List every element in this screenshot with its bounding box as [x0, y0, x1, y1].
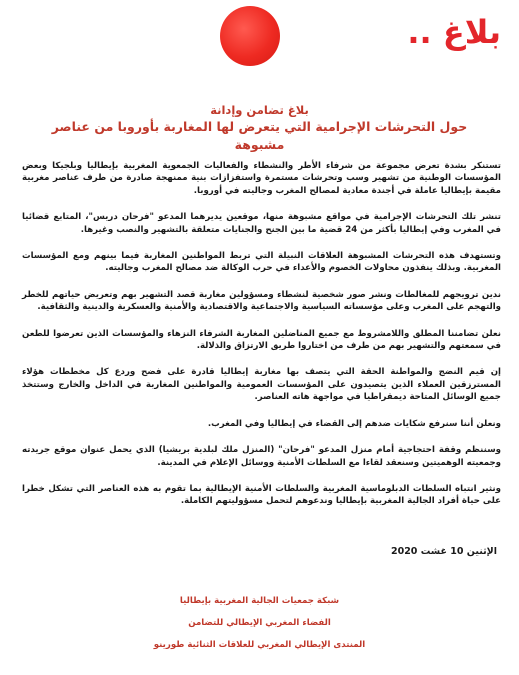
- masthead: بلاغ ..: [407, 13, 501, 51]
- signatory: الفضاء المغربي الإيطالي للتضامن: [188, 618, 331, 628]
- paragraph: تستنكر بشدة تعرض مجموعة من شرفاء الأطر والنشطاء والفعاليات الجمعوية المغربية بإيطاليا وبلجيكا وبعض المؤسسات الوطنية من تشهير وسب وتحرشات مستمرة واستفزازات بنية ممنهجة صادرة من طرف عناصر مغربية مقيمة بإيطاليا عاملة في أجندة معادية لمصالح المغرب وجاليته في أوروبا.: [22, 161, 501, 196]
- title-line-1: بلاغ تضامن وإدانة: [210, 103, 309, 117]
- title-line-2: حول التحرشات الإجرامية التي يتعرض لها المغاربة بأوروبا من عناصر مشبوهة: [51, 119, 468, 152]
- signatory: شبكة جمعيات الجالية المغربية بإيطاليا: [179, 596, 340, 606]
- paragraph: إن قيم النضج والمواطنة الحقة التي يتصف بها مغاربة إيطاليا قادرة على فضح وردع كل مخططات هؤلاء المسترزقين العملاء الذين يتصيدون على المؤسسات العمومية والمواطنين المغاربة في الداخل والخارج وستتخذ جميع الوسائل المتاحة ديمقراطيا في مواجهة هاته العناصر.: [22, 367, 501, 403]
- paragraph: تنشر تلك التحرشات الإجرامية في مواقع مشبوهة منها، موقعين يديرهما المدعو "فرحان دريس"، المتابع قضائيا في المغرب وفي إيطاليا بأكثر من 24 قضية ما بين الجنح والجنايات متعلقة بالتشهير والنصب وغيرها.: [22, 212, 501, 235]
- red-seal-icon: [220, 6, 280, 66]
- release-date: الإثنين 10 غشت 2020: [390, 546, 497, 557]
- paragraph: وسننظم وقفة احتجاجية أمام منزل المدعو "فرحان" (المنزل ملك لبلدية بريشيا) الذي يحمل عنوان موقع جريدته وجمعيته الوهميتين وسنعقد لقاءا مع السلطات الأمنية ووسائل الإعلام في المدينة.: [22, 445, 501, 468]
- signatory: المنتدى الإيطالي المغربي للعلاقات الثنائية طورينو: [153, 640, 366, 650]
- paragraph: ونعلن أننا سنرفع شكايات ضدهم إلى القضاء في إيطاليا وفي المغرب.: [207, 418, 501, 429]
- paragraph: ونثير انتباه السلطات الدبلوماسية المغربية والسلطات الأمنية الإيطالية بما تقوم به هذه العناصر التي تشكل خطرا على حياة أفراد الجالية المغربية بإيطاليا وندعوهم لتحمل مسؤوليتهم الكاملة.: [22, 483, 501, 507]
- signatories: [60, 590, 459, 656]
- title-block: [30, 103, 489, 154]
- paragraph: وتستهدف هذه التحرشات المشبوهة العلاقات النبيلة التي تربط المواطنين المغاربة فيما بينهم ومع المؤسسات المغربية. وبذلك ينفذون محاولات الخصوم والأعداء في حرب الوكالة ضد مصالح المغرب وجاليته.: [22, 251, 501, 274]
- paragraph: ندين ترويجهم للمغالطات ونشر صور شخصية لنشطاء ومسؤولين مغاربة قصد التشهير بهم وتعريض حياتهم للخطر والتهجم على المغرب وعلى مؤسساته السياسية والاجتماعية والاقتصادية والأمنية والعسكرية والدينية والثقافية.: [22, 289, 501, 313]
- paragraph: نعلن تضامننا المطلق واللامشروط مع جميع المناضلين المغاربة الشرفاء النزهاء والمؤسسات الذين تعرضوا للطعن في سمعتهم والتشهير بهم من طرف من اختاروا طريق الارتزاق والذلالة.: [22, 328, 501, 352]
- statement-body: [22, 160, 501, 522]
